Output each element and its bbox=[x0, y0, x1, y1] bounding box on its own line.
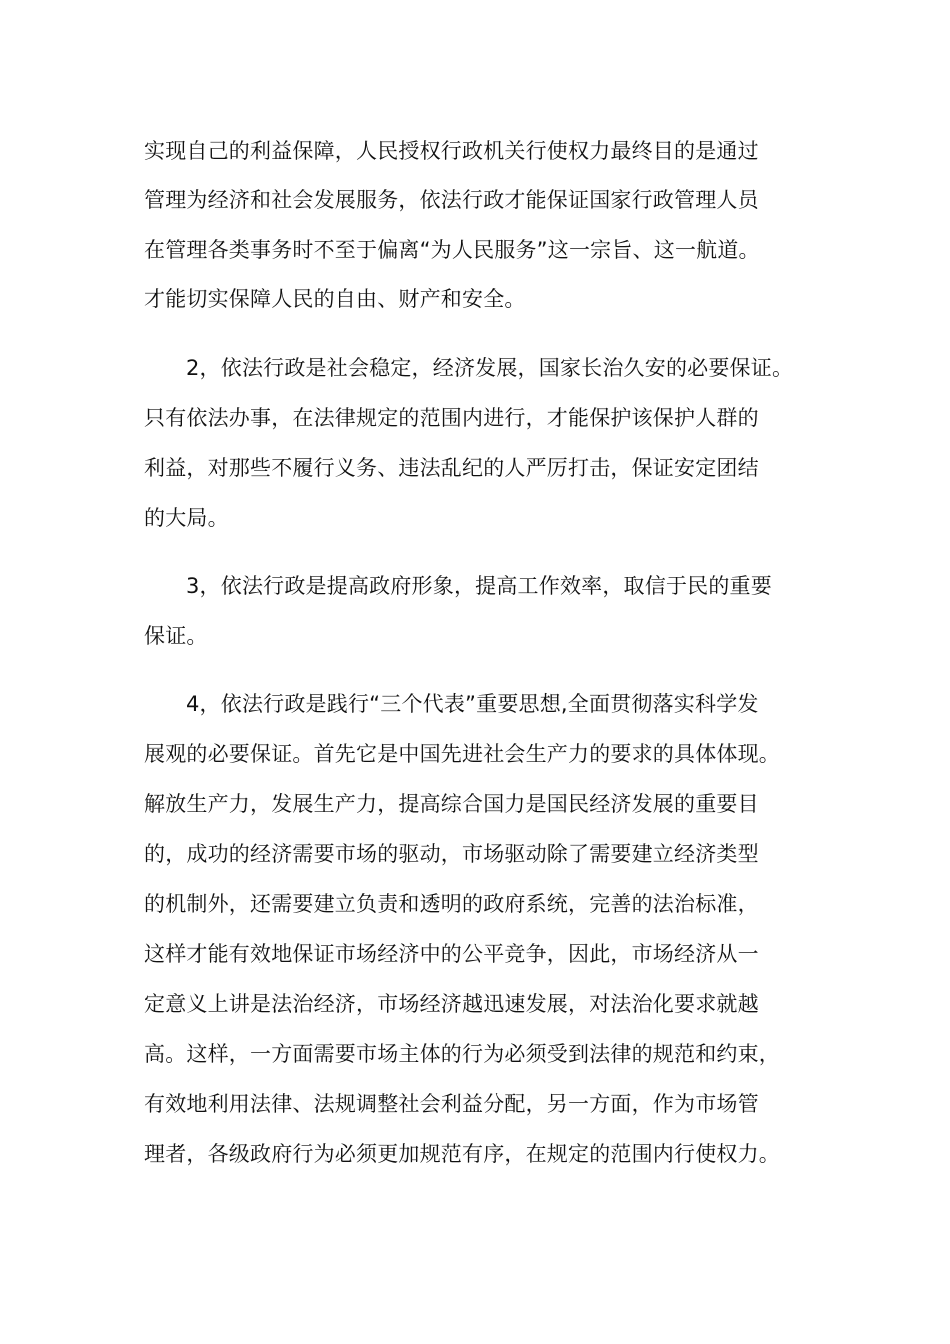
paragraph-2-line-4: 的大局。 bbox=[144, 506, 229, 530]
paragraph-4-line-7: 定意义上讲是法治经济，市场经济越迅速发展，对法治化要求就越 bbox=[144, 992, 759, 1016]
paragraph-4-line-4: 的，成功的经济需要市场的驱动，市场驱动除了需要建立经济类型 bbox=[144, 842, 759, 866]
paragraph-2-line-1: 2，依法行政是社会稳定，经济发展，国家长治久安的必要保证。 bbox=[186, 356, 794, 380]
paragraph-4-line-9: 有效地利用法律、法规调整社会利益分配，另一方面，作为市场管 bbox=[144, 1092, 759, 1116]
paragraph-1-line-1: 实现自己的利益保障，人民授权行政机关行使权力最终目的是通过 bbox=[144, 139, 759, 163]
paragraph-2-line-3: 利益，对那些不履行义务、违法乱纪的人严厉打击，保证安定团结 bbox=[144, 456, 759, 480]
paragraph-3-line-2: 保证。 bbox=[144, 624, 208, 648]
paragraph-1-line-3: 在管理各类事务时不至于偏离“为人民服务”这一宗旨、这一航道。 bbox=[144, 238, 760, 262]
paragraph-4-line-8: 高。这样，一方面需要市场主体的行为必须受到法律的规范和约束， bbox=[144, 1042, 780, 1066]
paragraph-1-line-2: 管理为经济和社会发展服务，依法行政才能保证国家行政管理人员 bbox=[144, 188, 759, 212]
paragraph-4-line-10: 理者，各级政府行为必须更加规范有序，在规定的范围内行使权力。 bbox=[144, 1142, 780, 1166]
paragraph-4-line-1: 4，依法行政是践行“三个代表”重要思想,全面贯彻落实科学发 bbox=[186, 692, 759, 716]
paragraph-3-line-1: 3，依法行政是提高政府形象，提高工作效率，取信于民的重要 bbox=[186, 574, 772, 598]
paragraph-1-line-4: 才能切实保障人民的自由、财产和安全。 bbox=[144, 287, 526, 311]
paragraph-4-line-5: 的机制外，还需要建立负责和透明的政府系统，完善的法治标准， bbox=[144, 892, 759, 916]
paragraph-4-line-3: 解放生产力，发展生产力，提高综合国力是国民经济发展的重要目 bbox=[144, 792, 759, 816]
paragraph-2-line-2: 只有依法办事，在法律规定的范围内进行，才能保护该保护人群的 bbox=[144, 406, 759, 430]
paragraph-4-line-6: 这样才能有效地保证市场经济中的公平竞争，因此，市场经济从一 bbox=[144, 942, 759, 966]
paragraph-4-line-2: 展观的必要保证。首先它是中国先进社会生产力的要求的具体体现。 bbox=[144, 742, 780, 766]
